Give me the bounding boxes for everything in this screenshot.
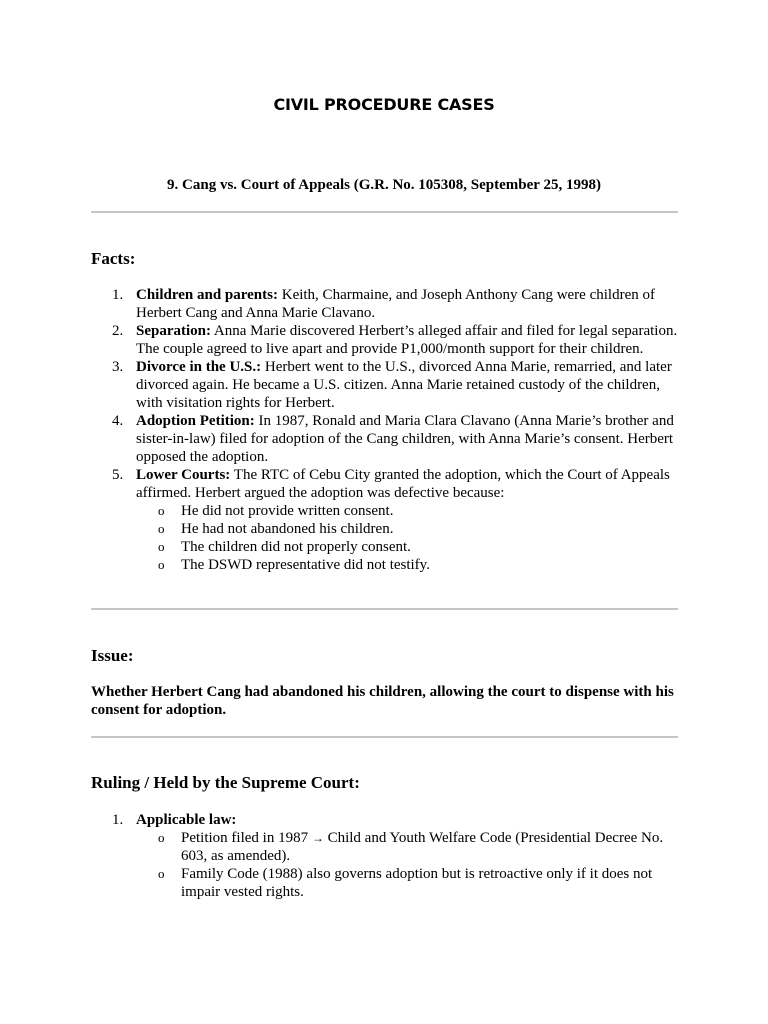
sub-item-text: The children did not properly consent.	[181, 539, 411, 555]
sub-item-text: He did not provide written consent.	[181, 503, 394, 519]
sub-list-item	[136, 538, 681, 556]
right-arrow-icon: →	[311, 831, 324, 845]
bullet-icon: o	[158, 557, 165, 572]
list-item	[91, 286, 681, 322]
item-label: Applicable law:	[136, 812, 237, 828]
issue-text: Whether Herbert Cang had abandoned his children, allowing the court to dispense with his consent for adoption.	[91, 684, 674, 718]
sub-item-text: Family Code (1988) also governs adoption but is retroactive only if it does not impair vested rights.	[181, 866, 653, 900]
item-number: 4.	[112, 413, 124, 429]
bullet-icon: o	[158, 866, 165, 881]
bullet-icon: o	[158, 521, 165, 536]
facts-heading: Facts:	[91, 249, 136, 268]
ruling-heading: Ruling / Held by the Supreme Court:	[91, 773, 360, 792]
section-divider	[91, 608, 678, 610]
item-label: Divorce in the U.S.:	[136, 359, 262, 375]
ruling-list	[91, 811, 681, 901]
sub-list	[136, 502, 681, 574]
item-text: The RTC of Cebu City granted the adoption, which the Court of Appeals affirmed. Herbert argued the adoption was defective because:	[136, 467, 670, 501]
sub-item-text: Petition filed in 1987	[181, 830, 312, 846]
sub-list-item	[136, 829, 681, 865]
sub-list-item	[136, 865, 681, 901]
page-title: CIVIL PROCEDURE CASES	[273, 95, 495, 114]
item-label: Adoption Petition:	[136, 413, 255, 429]
bullet-icon: o	[158, 503, 165, 518]
list-item	[91, 811, 681, 901]
item-text: Keith, Charmaine, and Joseph Anthony Cang were children of Herbert Cang and Anna Marie Clavano.	[136, 287, 655, 321]
section-divider	[91, 736, 678, 738]
case-title: 9. Cang vs. Court of Appeals (G.R. No. 105308, September 25, 1998)	[167, 177, 601, 193]
item-text: In 1987, Ronald and Maria Clara Clavano (Anna Marie’s brother and sister-in-law) filed for adoption of the Cang children, with Anna Marie’s consent. Herbert opposed the adoption.	[136, 413, 674, 465]
sub-list-item	[136, 502, 681, 520]
item-label: Separation:	[136, 323, 211, 339]
sub-item-text: The DSWD representative did not testify.	[181, 557, 430, 573]
bullet-icon: o	[158, 830, 165, 845]
list-item	[91, 466, 681, 574]
item-label: Children and parents:	[136, 287, 278, 303]
item-number: 1.	[112, 287, 124, 303]
issue-heading: Issue:	[91, 646, 134, 665]
list-item	[91, 322, 681, 358]
list-item	[91, 358, 681, 412]
item-text: Anna Marie discovered Herbert’s alleged affair and filed for legal separation. The couple agreed to live apart and provide P1,000/month support for their children.	[136, 323, 678, 357]
sub-item-text: He had not abandoned his children.	[181, 521, 394, 537]
section-divider	[91, 211, 678, 213]
item-number: 1.	[112, 812, 124, 828]
item-number: 5.	[112, 467, 124, 483]
item-text: Herbert went to the U.S., divorced Anna Marie, remarried, and later divorced again. He became a U.S. citizen. Anna Marie retained custody of the children, with visitation rights for Herbert.	[136, 359, 672, 411]
sub-list-item	[136, 556, 681, 574]
item-number: 2.	[112, 323, 124, 339]
sub-item-text: Child and Youth Welfare Code (Presidential Decree No. 603, as amended).	[181, 830, 664, 864]
list-item	[91, 412, 681, 466]
sub-list-item	[136, 520, 681, 538]
facts-list	[91, 286, 681, 574]
item-label: Lower Courts:	[136, 467, 231, 483]
item-number: 3.	[112, 359, 124, 375]
sub-list	[136, 829, 681, 901]
bullet-icon: o	[158, 539, 165, 554]
